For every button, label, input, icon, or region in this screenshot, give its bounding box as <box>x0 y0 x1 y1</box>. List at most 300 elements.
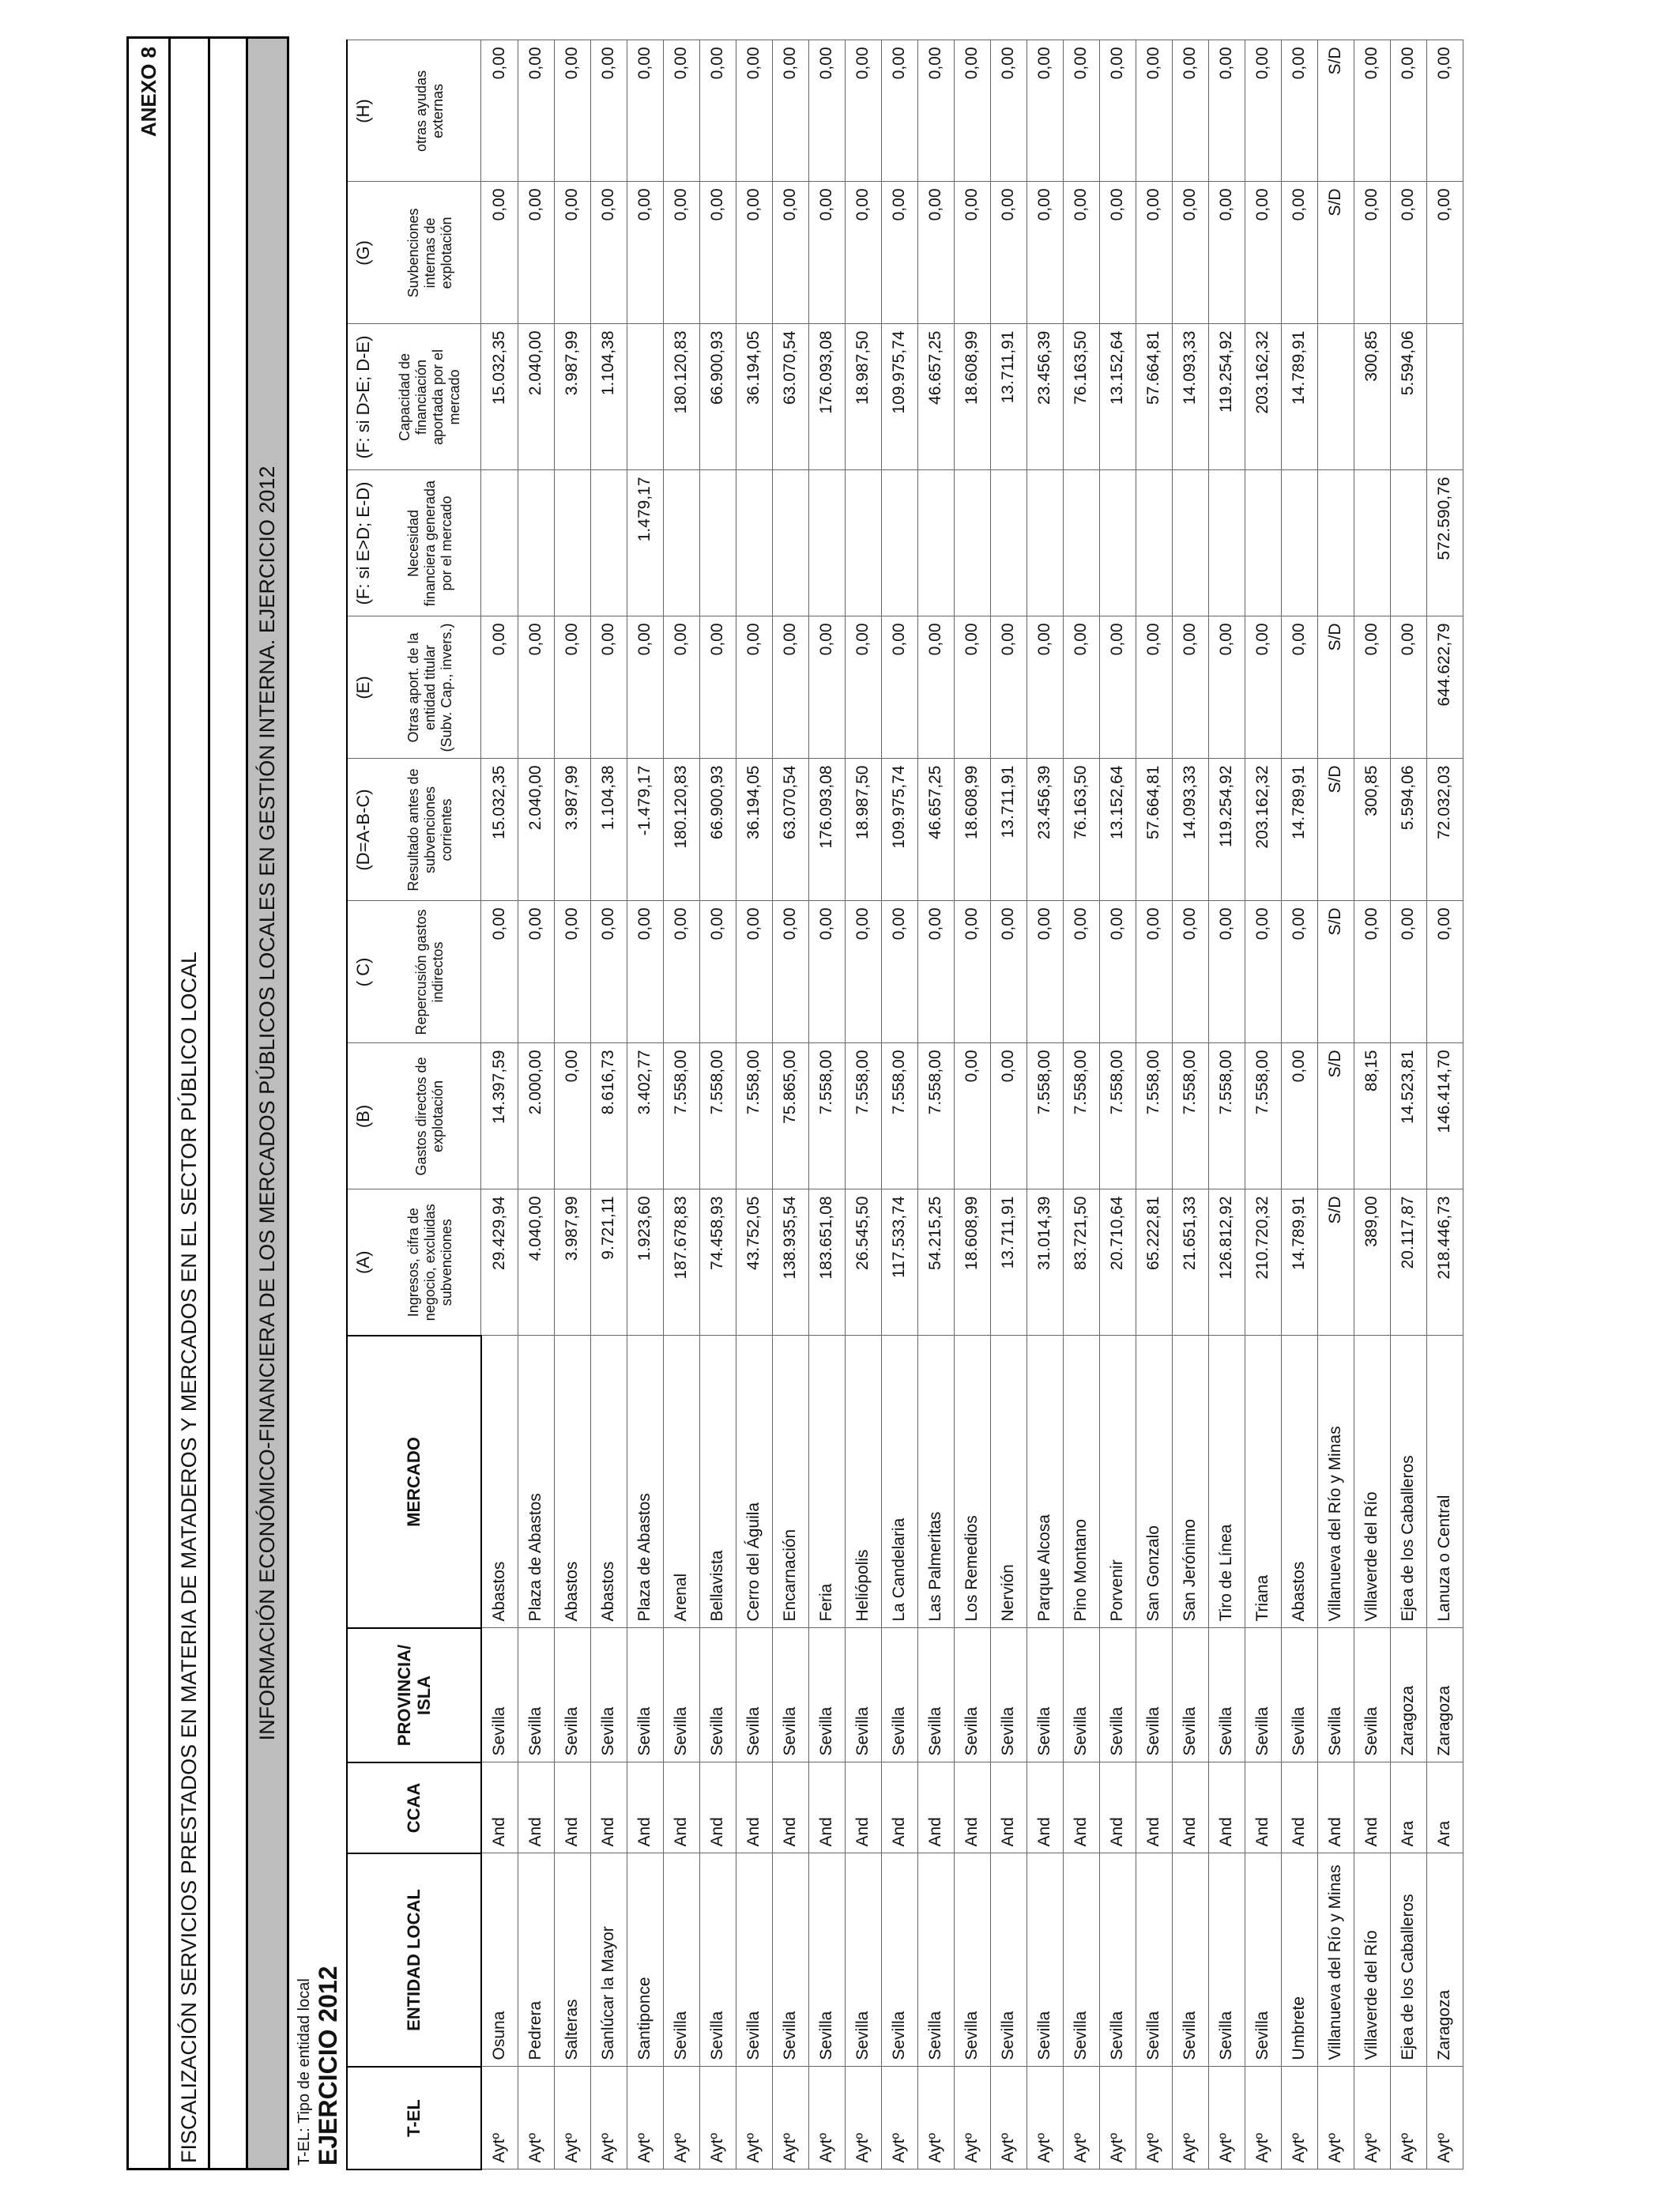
cell-a: 4.040,00 <box>518 1189 554 1336</box>
cell-provincia: Sevilla <box>1208 1628 1245 1762</box>
cell-h: 0,00 <box>699 40 736 182</box>
cell-d: 72.032,03 <box>1426 759 1463 901</box>
col-header-entidad: ENTIDAD LOCAL <box>347 1853 481 2067</box>
cell-e: 0,00 <box>990 616 1026 759</box>
main-title: FISCALIZACIÓN SERVICIOS PRESTADOS EN MATERIA DE MATADEROS Y MERCADOS EN EL SECTOR PÚBLICO LOCAL <box>168 39 208 2168</box>
tel-note: T-EL: Tipo de entidad local <box>296 1978 313 2166</box>
cell-e: 0,00 <box>954 616 990 759</box>
col-desc-h: otras ayudas externas <box>379 40 481 182</box>
cell-h: 0,00 <box>954 40 990 182</box>
table-row <box>663 40 699 2169</box>
cell-tel: Aytº <box>627 2067 663 2169</box>
cell-g: 0,00 <box>1208 182 1245 324</box>
cell-entidad: Sevilla <box>917 1853 954 2067</box>
cell-provincia: Sevilla <box>518 1628 554 1762</box>
cell-ccaa: And <box>481 1762 518 1853</box>
cell-h: 0,00 <box>663 40 699 182</box>
cell-ccaa: Ara <box>1390 1762 1426 1853</box>
cell-h: S/D <box>1317 40 1354 182</box>
cell-e: 0,00 <box>845 616 881 759</box>
cell-tel: Aytº <box>881 2067 917 2169</box>
cell-f2: 300,85 <box>1354 324 1390 470</box>
cell-mercado: Parque Alcosa <box>1026 1336 1063 1628</box>
cell-mercado: Los Remedios <box>954 1336 990 1628</box>
cell-e: 0,00 <box>772 616 808 759</box>
cell-d: 76.163,50 <box>1063 759 1099 901</box>
cell-b: 0,00 <box>954 1043 990 1189</box>
cell-c: 0,00 <box>1281 901 1317 1043</box>
cell-e: 0,00 <box>1208 616 1245 759</box>
col-desc-d: Resultado antes de subvenciones corrientes <box>379 759 481 901</box>
cell-b: 7.558,00 <box>917 1043 954 1189</box>
cell-g: 0,00 <box>845 182 881 324</box>
cell-d: 203.162,32 <box>1245 759 1281 901</box>
cell-g: 0,00 <box>554 182 590 324</box>
cell-mercado: Abastos <box>554 1336 590 1628</box>
cell-tel: Aytº <box>1245 2067 1281 2169</box>
cell-entidad: Sevilla <box>1136 1853 1172 2067</box>
cell-e: 0,00 <box>518 616 554 759</box>
col-desc-g: Suvbenciones internas de explotación <box>379 182 481 324</box>
cell-e: 0,00 <box>1281 616 1317 759</box>
cell-e: 0,00 <box>590 616 627 759</box>
cell-f1 <box>1026 470 1063 616</box>
cell-provincia: Sevilla <box>627 1628 663 1762</box>
cell-mercado: Feria <box>808 1336 845 1628</box>
cell-f1: 572.590,76 <box>1426 470 1463 616</box>
cell-f2: 203.162,32 <box>1245 324 1281 470</box>
cell-e: 0,00 <box>699 616 736 759</box>
cell-e: 0,00 <box>917 616 954 759</box>
cell-ccaa: And <box>954 1762 990 1853</box>
cell-f2: 1.104,38 <box>590 324 627 470</box>
col-header-mercado: MERCADO <box>347 1336 481 1628</box>
cell-b: 146.414,70 <box>1426 1043 1463 1189</box>
cell-mercado: Plaza de Abastos <box>518 1336 554 1628</box>
cell-b: 7.558,00 <box>663 1043 699 1189</box>
table-row <box>917 40 954 2169</box>
cell-entidad: Sevilla <box>1063 1853 1099 2067</box>
cell-ccaa: And <box>1281 1762 1317 1853</box>
table-row <box>845 40 881 2169</box>
cell-c: 0,00 <box>845 901 881 1043</box>
cell-provincia: Sevilla <box>881 1628 917 1762</box>
cell-tel: Aytº <box>518 2067 554 2169</box>
table-row <box>1245 40 1281 2169</box>
table-row <box>990 40 1026 2169</box>
cell-b: 7.558,00 <box>808 1043 845 1189</box>
cell-c: 0,00 <box>627 901 663 1043</box>
cell-mercado: La Candelaria <box>881 1336 917 1628</box>
table-row <box>1172 40 1208 2169</box>
col-letter-f2: (F: si D>E; D-E) <box>347 324 379 470</box>
title-frame <box>126 36 289 2170</box>
cell-e: 0,00 <box>1354 616 1390 759</box>
cell-h: 0,00 <box>518 40 554 182</box>
blank-band <box>208 39 246 2168</box>
col-header-provincia: PROVINCIA/ ISLA <box>347 1628 481 1762</box>
cell-f1 <box>554 470 590 616</box>
cell-a: 43.752,05 <box>736 1189 772 1336</box>
cell-a: 187.678,83 <box>663 1189 699 1336</box>
cell-g: 0,00 <box>990 182 1026 324</box>
cell-h: 0,00 <box>1281 40 1317 182</box>
cell-g: S/D <box>1317 182 1354 324</box>
cell-b: 0,00 <box>1281 1043 1317 1189</box>
cell-g: 0,00 <box>699 182 736 324</box>
col-letter-b: (B) <box>347 1043 379 1189</box>
cell-tel: Aytº <box>1208 2067 1245 2169</box>
cell-a: 83.721,50 <box>1063 1189 1099 1336</box>
cell-f1 <box>1136 470 1172 616</box>
cell-tel: Aytº <box>481 2067 518 2169</box>
cell-c: 0,00 <box>1099 901 1136 1043</box>
cell-f2: 14.093,33 <box>1172 324 1208 470</box>
cell-mercado: Las Palmeritas <box>917 1336 954 1628</box>
year-row <box>314 36 346 2170</box>
cell-h: 0,00 <box>1426 40 1463 182</box>
cell-a: 26.545,50 <box>845 1189 881 1336</box>
cell-g: 0,00 <box>954 182 990 324</box>
cell-h: 0,00 <box>736 40 772 182</box>
cell-mercado: Triana <box>1245 1336 1281 1628</box>
cell-f2: 5.594,06 <box>1390 324 1426 470</box>
cell-f1 <box>1208 470 1245 616</box>
cell-d: 63.070,54 <box>772 759 808 901</box>
cell-g: 0,00 <box>772 182 808 324</box>
cell-a: 9.721,11 <box>590 1189 627 1336</box>
cell-c: 0,00 <box>1390 901 1426 1043</box>
cell-mercado: Nervión <box>990 1336 1026 1628</box>
cell-tel: Aytº <box>954 2067 990 2169</box>
cell-ccaa: And <box>1099 1762 1136 1853</box>
cell-f2: 18.608,99 <box>954 324 990 470</box>
cell-d: 5.594,06 <box>1390 759 1426 901</box>
cell-a: 31.014,39 <box>1026 1189 1063 1336</box>
cell-entidad: Sevilla <box>772 1853 808 2067</box>
col-letter-h: (H) <box>347 40 379 182</box>
cell-ccaa: And <box>1208 1762 1245 1853</box>
cell-h: 0,00 <box>627 40 663 182</box>
col-letter-e: (E) <box>347 616 379 759</box>
cell-d: 14.789,91 <box>1281 759 1317 901</box>
cell-entidad: Sevilla <box>1026 1853 1063 2067</box>
cell-a: 54.215,25 <box>917 1189 954 1336</box>
header-row-letters <box>347 40 379 2169</box>
cell-a: 20.710,64 <box>1099 1189 1136 1336</box>
cell-ccaa: And <box>699 1762 736 1853</box>
cell-h: 0,00 <box>1172 40 1208 182</box>
cell-b: 88,15 <box>1354 1043 1390 1189</box>
cell-g: 0,00 <box>1172 182 1208 324</box>
cell-ccaa: And <box>881 1762 917 1853</box>
markets-table <box>346 40 1463 2171</box>
cell-c: 0,00 <box>954 901 990 1043</box>
cell-provincia: Sevilla <box>954 1628 990 1762</box>
table-row <box>1354 40 1390 2169</box>
cell-f2: 119.254,92 <box>1208 324 1245 470</box>
table-row <box>1426 40 1463 2169</box>
cell-entidad: Sevilla <box>1245 1853 1281 2067</box>
cell-g: 0,00 <box>736 182 772 324</box>
cell-entidad: Sevilla <box>808 1853 845 2067</box>
table-body <box>481 40 1463 2169</box>
cell-f1 <box>518 470 554 616</box>
cell-c: 0,00 <box>590 901 627 1043</box>
cell-b: 0,00 <box>990 1043 1026 1189</box>
cell-g: 0,00 <box>1099 182 1136 324</box>
cell-mercado: Encarnación <box>772 1336 808 1628</box>
cell-entidad: Sevilla <box>1208 1853 1245 2067</box>
cell-f1 <box>954 470 990 616</box>
cell-g: 0,00 <box>1390 182 1426 324</box>
cell-mercado: Ejea de los Caballeros <box>1390 1336 1426 1628</box>
cell-ccaa: And <box>845 1762 881 1853</box>
col-letter-d: (D=A-B-C) <box>347 759 379 901</box>
cell-b: 7.558,00 <box>1026 1043 1063 1189</box>
cell-h: 0,00 <box>1208 40 1245 182</box>
table-row <box>772 40 808 2169</box>
cell-f1 <box>881 470 917 616</box>
cell-d: 23.456,39 <box>1026 759 1063 901</box>
cell-f2: 14.789,91 <box>1281 324 1317 470</box>
table-row <box>881 40 917 2169</box>
cell-f2: 63.070,54 <box>772 324 808 470</box>
cell-f2: 18.987,50 <box>845 324 881 470</box>
cell-c: 0,00 <box>663 901 699 1043</box>
cell-provincia: Sevilla <box>736 1628 772 1762</box>
cell-tel: Aytº <box>1063 2067 1099 2169</box>
document <box>126 36 1463 2170</box>
cell-tel: Aytº <box>1426 2067 1463 2169</box>
cell-c: 0,00 <box>699 901 736 1043</box>
cell-b: 7.558,00 <box>881 1043 917 1189</box>
table-row <box>954 40 990 2169</box>
cell-mercado: Abastos <box>481 1336 518 1628</box>
cell-e: 0,00 <box>627 616 663 759</box>
cell-e: S/D <box>1317 616 1354 759</box>
cell-g: 0,00 <box>1426 182 1463 324</box>
cell-d: 119.254,92 <box>1208 759 1245 901</box>
cell-tel: Aytº <box>1390 2067 1426 2169</box>
cell-b: 3.402,77 <box>627 1043 663 1189</box>
cell-f2: 2.040,00 <box>518 324 554 470</box>
year-title: EJERCICIO 2012 <box>314 1966 342 2166</box>
cell-ccaa: And <box>590 1762 627 1853</box>
cell-entidad: Osuna <box>481 1853 518 2067</box>
cell-c: 0,00 <box>1026 901 1063 1043</box>
cell-provincia: Sevilla <box>1026 1628 1063 1762</box>
cell-provincia: Sevilla <box>1136 1628 1172 1762</box>
cell-tel: Aytº <box>554 2067 590 2169</box>
cell-tel: Aytº <box>917 2067 954 2169</box>
cell-entidad: Villaverde del Río <box>1354 1853 1390 2067</box>
col-desc-a: Ingresos, cifra de negocio, excluidas subvenciones <box>379 1189 481 1336</box>
cell-f2: 46.657,25 <box>917 324 954 470</box>
col-header-ccaa: CCAA <box>347 1762 481 1853</box>
cell-d: 46.657,25 <box>917 759 954 901</box>
cell-d: 18.608,99 <box>954 759 990 901</box>
cell-b: 7.558,00 <box>1172 1043 1208 1189</box>
cell-d: 109.975,74 <box>881 759 917 901</box>
cell-d: -1.479,17 <box>627 759 663 901</box>
cell-ccaa: And <box>772 1762 808 1853</box>
cell-f1 <box>1390 470 1426 616</box>
cell-tel: Aytº <box>1172 2067 1208 2169</box>
cell-g: 0,00 <box>1136 182 1172 324</box>
cell-d: 180.120,83 <box>663 759 699 901</box>
cell-f2: 15.032,35 <box>481 324 518 470</box>
cell-entidad: Sanlúcar la Mayor <box>590 1853 627 2067</box>
cell-e: 0,00 <box>736 616 772 759</box>
cell-provincia: Zaragoza <box>1426 1628 1463 1762</box>
table-row <box>518 40 554 2169</box>
cell-d: S/D <box>1317 759 1354 901</box>
cell-entidad: Pedrera <box>518 1853 554 2067</box>
cell-h: 0,00 <box>1390 40 1426 182</box>
cell-f2 <box>627 324 663 470</box>
cell-b: 7.558,00 <box>1136 1043 1172 1189</box>
cell-provincia: Sevilla <box>481 1628 518 1762</box>
cell-d: 15.032,35 <box>481 759 518 901</box>
cell-mercado: San Jerónimo <box>1172 1336 1208 1628</box>
cell-tel: Aytº <box>990 2067 1026 2169</box>
col-desc-f1: Necesidad financiera generada por el mercado <box>379 470 481 616</box>
cell-provincia: Sevilla <box>1245 1628 1281 1762</box>
cell-mercado: Pino Montano <box>1063 1336 1099 1628</box>
cell-f1 <box>590 470 627 616</box>
cell-c: 0,00 <box>808 901 845 1043</box>
cell-c: 0,00 <box>917 901 954 1043</box>
cell-g: 0,00 <box>1063 182 1099 324</box>
cell-c: 0,00 <box>990 901 1026 1043</box>
cell-g: 0,00 <box>1281 182 1317 324</box>
cell-f2: 13.711,91 <box>990 324 1026 470</box>
cell-f1 <box>990 470 1026 616</box>
cell-h: 0,00 <box>917 40 954 182</box>
cell-c: 0,00 <box>1354 901 1390 1043</box>
cell-f2: 13.152,64 <box>1099 324 1136 470</box>
cell-provincia: Sevilla <box>663 1628 699 1762</box>
cell-e: 0,00 <box>1172 616 1208 759</box>
cell-a: 126.812,92 <box>1208 1189 1245 1336</box>
cell-a: 20.117,87 <box>1390 1189 1426 1336</box>
cell-f2: 3.987,99 <box>554 324 590 470</box>
cell-ccaa: And <box>663 1762 699 1853</box>
cell-entidad: Santiponce <box>627 1853 663 2067</box>
cell-e: 0,00 <box>554 616 590 759</box>
cell-h: 0,00 <box>554 40 590 182</box>
cell-mercado: Heliópolis <box>845 1336 881 1628</box>
cell-e: 0,00 <box>881 616 917 759</box>
cell-e: 0,00 <box>663 616 699 759</box>
cell-c: 0,00 <box>1136 901 1172 1043</box>
col-letter-g: (G) <box>347 182 379 324</box>
cell-b: 7.558,00 <box>1063 1043 1099 1189</box>
cell-e: 0,00 <box>1099 616 1136 759</box>
cell-d: 176.093,08 <box>808 759 845 901</box>
cell-f2: 66.900,93 <box>699 324 736 470</box>
cell-provincia: Sevilla <box>1281 1628 1317 1762</box>
cell-f2 <box>1317 324 1354 470</box>
cell-h: 0,00 <box>808 40 845 182</box>
cell-f2 <box>1426 324 1463 470</box>
table-row <box>481 40 518 2169</box>
annex-label: ANEXO 8 <box>129 39 168 2168</box>
cell-a: 65.222,81 <box>1136 1189 1172 1336</box>
cell-f1 <box>736 470 772 616</box>
cell-entidad: Salteras <box>554 1853 590 2067</box>
cell-c: 0,00 <box>772 901 808 1043</box>
cell-f1 <box>1063 470 1099 616</box>
cell-tel: Aytº <box>736 2067 772 2169</box>
cell-entidad: Ejea de los Caballeros <box>1390 1853 1426 2067</box>
cell-h: 0,00 <box>845 40 881 182</box>
col-letter-a: (A) <box>347 1189 379 1336</box>
cell-provincia: Sevilla <box>1317 1628 1354 1762</box>
cell-b: 14.523,81 <box>1390 1043 1426 1189</box>
cell-tel: Aytº <box>1026 2067 1063 2169</box>
cell-e: 0,00 <box>1245 616 1281 759</box>
cell-c: 0,00 <box>554 901 590 1043</box>
cell-entidad: Sevilla <box>990 1853 1026 2067</box>
cell-f2: 109.975,74 <box>881 324 917 470</box>
cell-g: 0,00 <box>881 182 917 324</box>
cell-tel: Aytº <box>1317 2067 1354 2169</box>
cell-tel: Aytº <box>699 2067 736 2169</box>
cell-f1 <box>699 470 736 616</box>
cell-h: 0,00 <box>881 40 917 182</box>
cell-mercado: Arenal <box>663 1336 699 1628</box>
cell-f1 <box>663 470 699 616</box>
cell-provincia: Sevilla <box>1099 1628 1136 1762</box>
cell-ccaa: And <box>518 1762 554 1853</box>
cell-mercado: Plaza de Abastos <box>627 1336 663 1628</box>
cell-mercado: San Gonzalo <box>1136 1336 1172 1628</box>
cell-h: 0,00 <box>990 40 1026 182</box>
cell-h: 0,00 <box>772 40 808 182</box>
table-row <box>590 40 627 2169</box>
cell-entidad: Sevilla <box>845 1853 881 2067</box>
cell-provincia: Zaragoza <box>1390 1628 1426 1762</box>
col-desc-c: Repercusión gastos indirectos <box>379 901 481 1043</box>
cell-mercado: Villanueva del Río y Minas <box>1317 1336 1354 1628</box>
cell-entidad: Villanueva del Río y Minas <box>1317 1853 1354 2067</box>
table-row <box>808 40 845 2169</box>
cell-entidad: Sevilla <box>954 1853 990 2067</box>
cell-tel: Aytº <box>808 2067 845 2169</box>
cell-e: 0,00 <box>808 616 845 759</box>
cell-d: 18.987,50 <box>845 759 881 901</box>
cell-entidad: Umbrete <box>1281 1853 1317 2067</box>
table-row <box>1026 40 1063 2169</box>
cell-a: 74.458,93 <box>699 1189 736 1336</box>
cell-d: 36.194,05 <box>736 759 772 901</box>
cell-e: 644.622,79 <box>1426 616 1463 759</box>
cell-a: 210.720,32 <box>1245 1189 1281 1336</box>
cell-a: 218.446,73 <box>1426 1189 1463 1336</box>
table-row <box>1136 40 1172 2169</box>
cell-f2: 180.120,83 <box>663 324 699 470</box>
cell-f1 <box>917 470 954 616</box>
cell-d: 1.104,38 <box>590 759 627 901</box>
cell-provincia: Sevilla <box>1172 1628 1208 1762</box>
cell-b: S/D <box>1317 1043 1354 1189</box>
cell-mercado: Lanuza o Central <box>1426 1336 1463 1628</box>
cell-g: 0,00 <box>1354 182 1390 324</box>
cell-h: 0,00 <box>1099 40 1136 182</box>
cell-g: 0,00 <box>663 182 699 324</box>
